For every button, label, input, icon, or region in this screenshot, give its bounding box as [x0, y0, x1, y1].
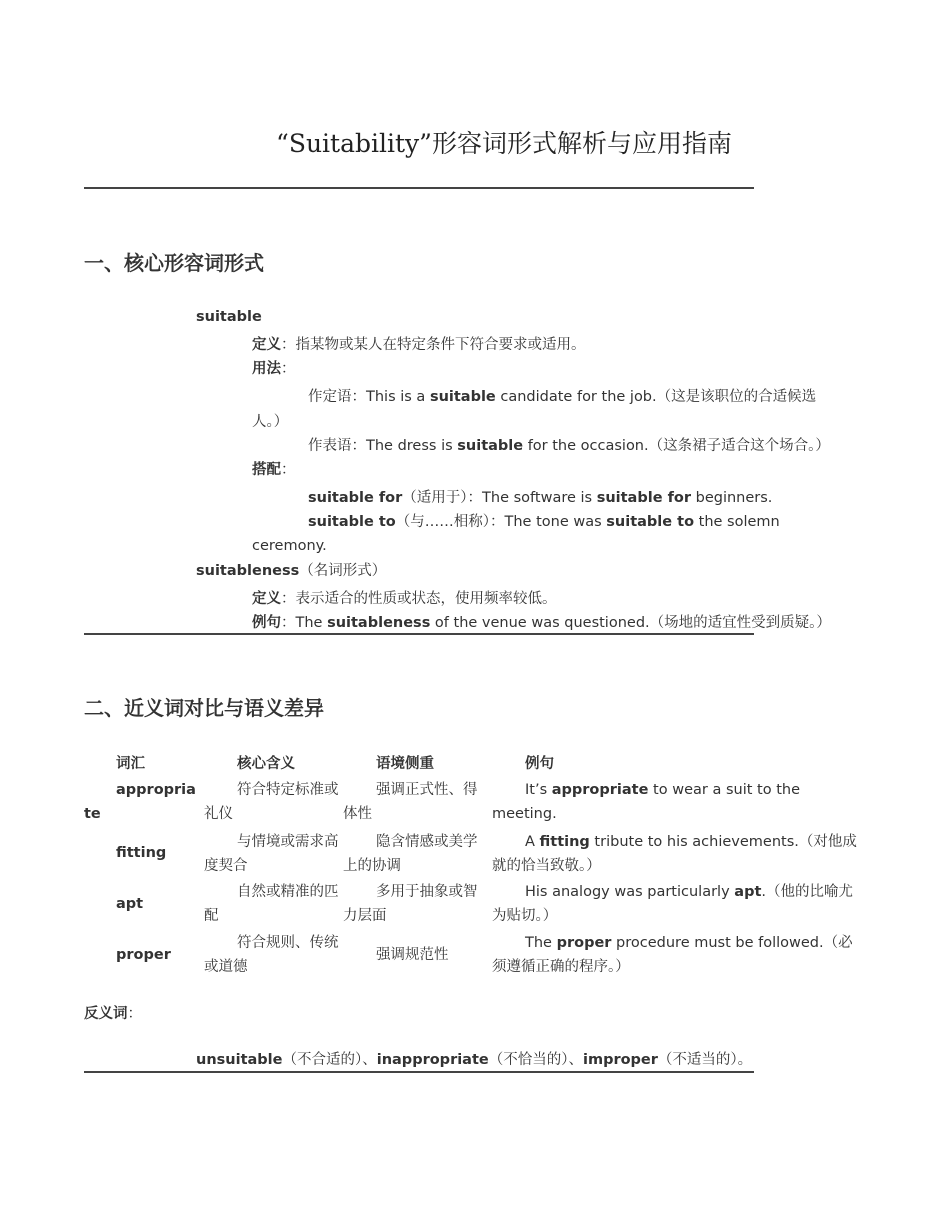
- suitable-usage-label: 用法：: [252, 361, 296, 377]
- collocation-suitable-for: suitable for（适用于）：The software is suitable for beginners.: [308, 490, 773, 506]
- row-example: It’s appropriate to wear a suit to the: [525, 782, 800, 798]
- suitableness-example: 例句：The suitableness of the venue was questioned.（场地的适宜性受到质疑。）: [252, 615, 831, 631]
- section-1-heading: 一、核心形容词形式: [84, 251, 264, 275]
- entry-suitableness: suitableness（名词形式）: [196, 563, 387, 579]
- row-context: 隐含情感或美学: [376, 834, 478, 850]
- row-example-wrap: 就的恰当致敬。）: [492, 858, 601, 874]
- row-context: 强调正式性、得: [376, 782, 478, 798]
- row-example-wrap: 为贴切。）: [492, 908, 558, 924]
- row-word: appropria: [116, 782, 196, 798]
- row-meaning: 自然或精准的匹: [237, 884, 339, 900]
- row-word-wrap: te: [84, 806, 101, 822]
- row-example: A fitting tribute to his achievements.（对他成: [525, 834, 857, 850]
- suitableness-definition: 定义：表示适合的性质或状态，使用频率较低。: [252, 591, 557, 607]
- row-context: 强调规范性: [376, 947, 449, 963]
- page-title: “Suitability”形容词形式解析与应用指南: [276, 129, 732, 158]
- section-2-heading: 二、近义词对比与语义差异: [84, 696, 324, 720]
- column-header-meaning: 核心含义: [237, 756, 295, 772]
- column-header-context: 语境侧重: [376, 756, 434, 772]
- row-context-wrap: 上的协调: [343, 858, 401, 874]
- suitable-collocation-label: 搭配：: [252, 462, 296, 478]
- antonym-list: unsuitable（不合适的）、inappropriate（不恰当的）、improper（不适当的）。: [196, 1052, 753, 1068]
- row-meaning-wrap: 配: [204, 908, 219, 924]
- usage-predicative: 作表语：The dress is suitable for the occasion.（这条裙子适合这个场合。）: [308, 438, 830, 454]
- row-word: apt: [116, 896, 144, 912]
- row-meaning: 符合特定标准或: [237, 782, 339, 798]
- column-header-word: 词汇: [116, 756, 145, 772]
- row-meaning: 与情境或需求高: [237, 834, 339, 850]
- usage-attributive: 作定语：This is a suitable candidate for the job.（这是该职位的合适候选: [308, 389, 817, 405]
- row-meaning: 符合规则、传统: [237, 935, 339, 951]
- row-context-wrap: 体性: [343, 806, 372, 822]
- section-2-divider: [84, 1071, 754, 1073]
- column-header-example: 例句: [525, 756, 554, 772]
- row-context: 多用于抽象或智: [376, 884, 478, 900]
- title-divider: [84, 187, 754, 189]
- entry-suitable: suitable: [196, 309, 262, 325]
- row-meaning-wrap: 或道德: [204, 959, 248, 975]
- row-meaning-wrap: 度契合: [204, 858, 248, 874]
- usage-attributive-wrap: 人。）: [252, 414, 289, 430]
- row-word: proper: [116, 947, 171, 963]
- collocation-suitable-to: suitable to（与……相称）：The tone was suitable to the solemn: [308, 514, 780, 530]
- row-meaning-wrap: 礼仪: [204, 806, 233, 822]
- row-example-wrap: 须遵循正确的程序。）: [492, 959, 630, 975]
- row-word: fitting: [116, 845, 167, 861]
- collocation-suitable-to-wrap: ceremony.: [252, 538, 327, 554]
- section-1-divider: [84, 633, 754, 635]
- antonym-label: 反义词：: [84, 1006, 142, 1022]
- row-example: The proper procedure must be followed.（必: [525, 935, 853, 951]
- row-example-wrap: meeting.: [492, 806, 557, 822]
- row-context-wrap: 力层面: [343, 908, 387, 924]
- suitable-definition: 定义：指某物或某人在特定条件下符合要求或适用。: [252, 337, 586, 353]
- row-example: His analogy was particularly apt.（他的比喻尤: [525, 884, 853, 900]
